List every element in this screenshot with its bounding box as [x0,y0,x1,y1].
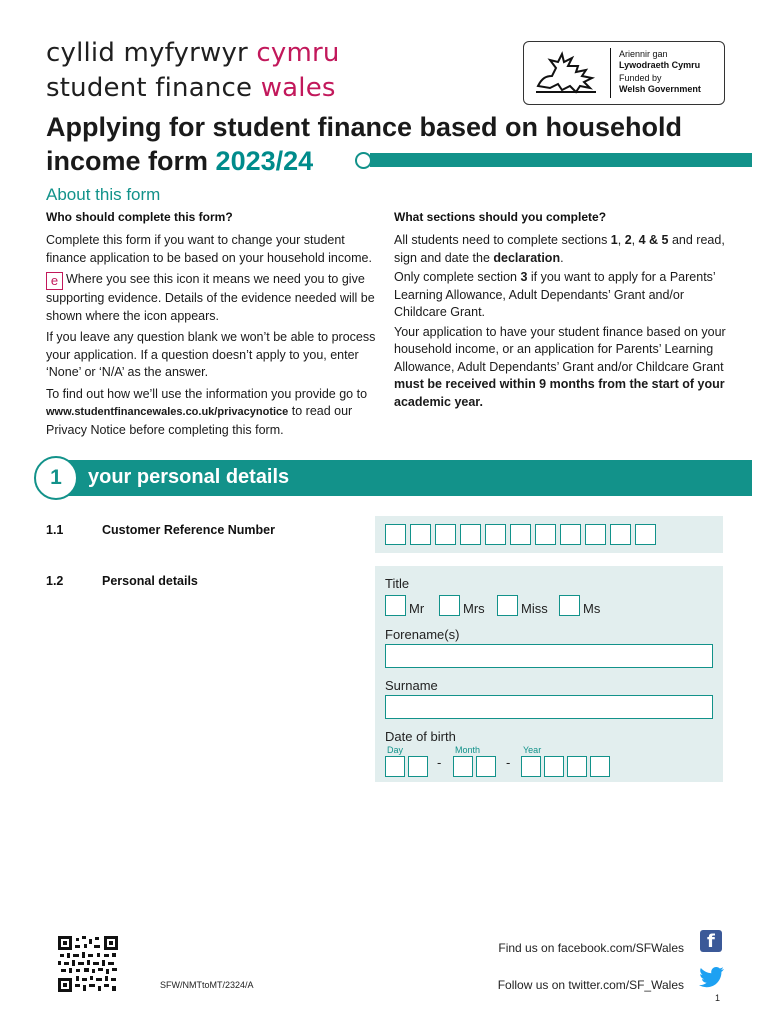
title-option-label: Ms [583,601,601,616]
title-checkbox-ms[interactable] [559,595,580,616]
section-1-number: 1 [34,456,78,500]
who-heading: Who should complete this form? [46,210,233,224]
about-right-column [394,210,726,411]
crn-digit-box[interactable] [560,524,581,545]
facebook-text[interactable]: Find us on facebook.com/SFWales [498,941,684,955]
privacy-link[interactable]: www.studentfinancewales.co.uk/privacynotice [46,406,289,418]
what-paragraph-1: All students need to complete sections 1, 2, 4 & 5 and read, sign and date the declaration. [394,233,725,265]
personal-details-panel [375,566,723,782]
page-title-line-1: Applying for student finance based on household [46,112,683,142]
question-1-1-number: 1.1 [46,523,64,537]
section-1-title: your personal details [88,466,290,488]
page-title-line-2: income form 2023/24 [46,146,314,176]
dob-day-digit[interactable] [385,756,405,777]
form-reference: SFW/NMTtoMT/2324/A [160,980,254,990]
dob-month-digit[interactable] [453,756,473,777]
crn-panel [375,516,723,553]
title-checkbox-miss[interactable] [497,595,518,616]
dob-month-label: Month [455,745,481,755]
dob-dash: - [437,755,442,770]
welsh-dragon-icon [532,48,604,98]
title-option-label: Mrs [463,601,485,616]
title-option-label: Miss [521,601,548,616]
crn-digit-box[interactable] [385,524,406,545]
crn-digit-box[interactable] [585,524,606,545]
dob-month-boxes[interactable] [453,756,499,782]
surname-label: Surname [385,678,438,693]
crn-digit-box[interactable] [410,524,431,545]
title-checkbox-mrs[interactable] [439,595,460,616]
question-1-2-number: 1.2 [46,574,64,588]
crn-boxes [385,524,660,550]
what-paragraph-2: Only complete section 3 if you want to apply for a Parents’ Learning Allowance, Adult Dependants’ Grant and/or Childcare Grant. [394,270,716,319]
brand-english: student finance wales [46,73,336,103]
gov-line-3: Funded by [619,73,662,83]
welsh-government-logo [523,41,725,105]
dob-day-digit[interactable] [408,756,428,777]
dob-dash: - [506,755,511,770]
dob-year-digit[interactable] [544,756,564,777]
dob-year-label: Year [523,745,542,755]
page-number: 1 [715,993,721,1003]
who-paragraph-2: e Where you see this icon it means we need you to give supporting evidence. Details of the evidence needed will be shown where the icon appears. [46,272,375,323]
crn-digit-box[interactable] [485,524,506,545]
surname-field[interactable] [385,695,713,719]
brand-welsh: cyllid myfyrwyr cymru [46,38,340,68]
gov-line-4: Welsh Government [619,84,701,94]
crn-digit-box[interactable] [610,524,631,545]
qr-code-icon [58,936,118,992]
evidence-icon: e [46,272,63,290]
gov-line-2: Lywodraeth Cymru [619,60,701,70]
crn-digit-box[interactable] [435,524,456,545]
question-1-2-label: Personal details [102,574,198,588]
who-paragraph-4: To find out how we’ll use the information you provide go to www.studentfinancewales.co.uk/privacynotice to read our Privacy Notice before completing this form. [46,386,368,437]
dob-year-digit[interactable] [521,756,541,777]
dob-year-digit[interactable] [590,756,610,777]
who-paragraph-1: Complete this form if you want to change your student finance application to be based on your household income. [46,233,372,265]
what-heading: What sections should you complete? [394,210,607,224]
dob-day-label: Day [387,745,404,755]
about-heading: About this form [46,185,161,204]
title-bar-decoration [370,153,752,167]
dob-year-boxes[interactable] [521,756,613,782]
facebook-icon[interactable]: f [700,930,722,952]
dob-day-boxes[interactable] [385,756,431,782]
crn-digit-box[interactable] [635,524,656,545]
title-checkbox-mr[interactable] [385,595,406,616]
twitter-text[interactable]: Follow us on twitter.com/SF_Wales [497,978,684,992]
forename-field[interactable] [385,644,713,668]
forename-label: Forename(s) [385,627,460,642]
gov-line-1: Ariennir gan [619,49,668,59]
crn-digit-box[interactable] [460,524,481,545]
dob-year-digit[interactable] [567,756,587,777]
what-paragraph-3: Your application to have your student finance based on your household income, or an application for Parents’ Learning Allowance, Adult Dependants’ Grant and/or Childcare Grant must be received within 9 months from the start of your academic year. [394,324,726,409]
title-option-label: Mr [409,601,425,616]
question-1-1-label: Customer Reference Number [102,523,275,537]
twitter-icon[interactable] [697,966,725,990]
crn-digit-box[interactable] [535,524,556,545]
crn-digit-box[interactable] [510,524,531,545]
who-paragraph-3: If you leave any question blank we won’t be able to process your application. If a question doesn’t apply to you, enter ‘None’ or ‘N/A’ as the answer. [46,330,376,379]
title-label: Title [385,576,410,591]
form-year: 2023/24 [215,146,314,176]
dob-month-digit[interactable] [476,756,496,777]
dob-label: Date of birth [385,729,456,744]
about-left-column [46,210,378,439]
